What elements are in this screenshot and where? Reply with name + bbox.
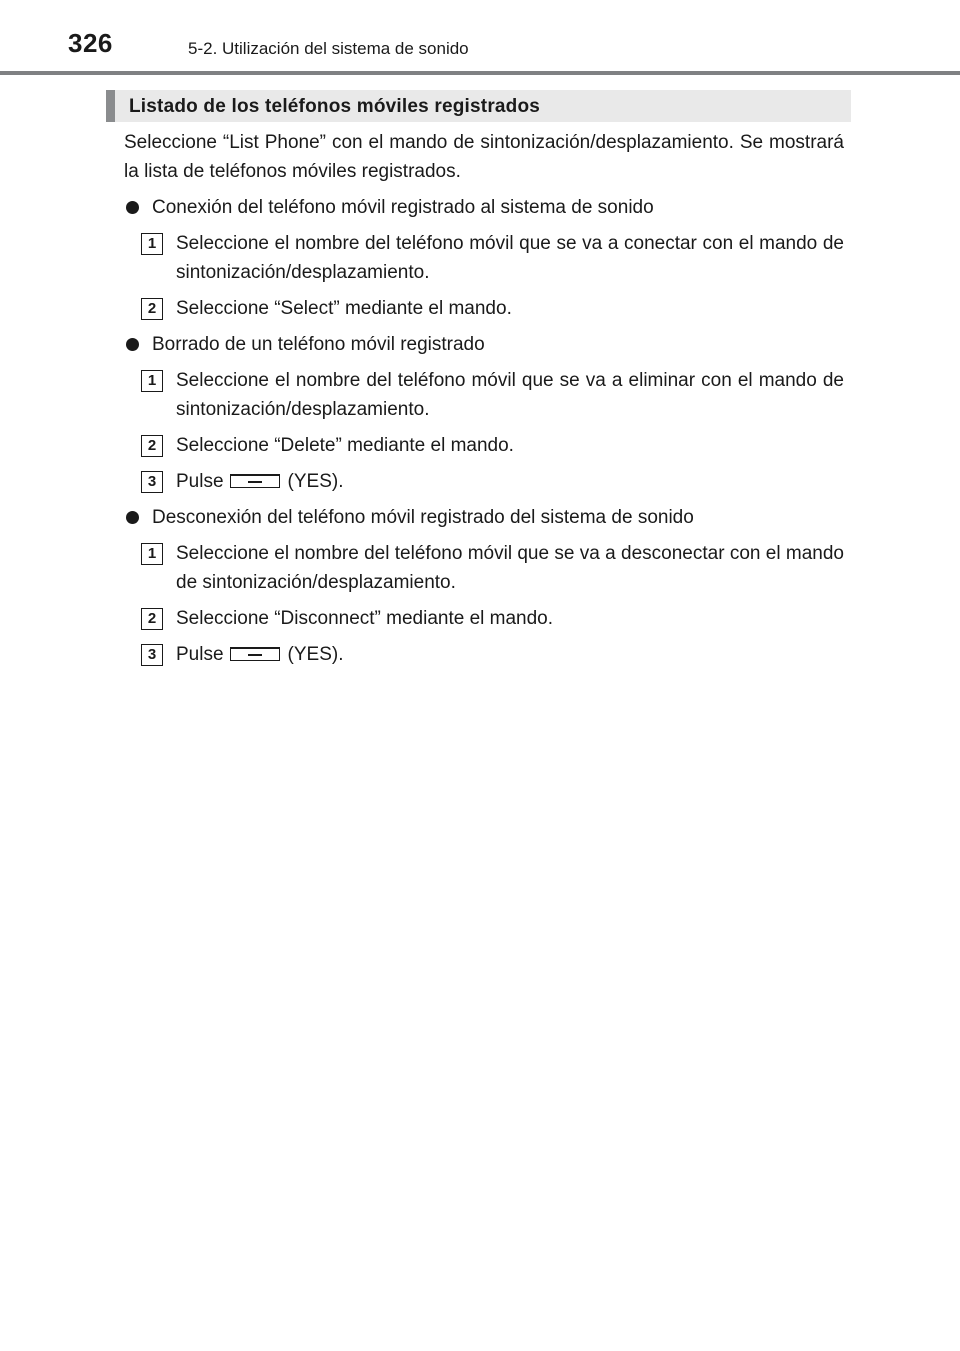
step-text: Seleccione el nombre del teléfono móvil que se va a conectar con el mando de sintonización/desplazamiento. [176,233,844,283]
step-number-badge: 2 [141,608,163,630]
step-text: Seleccione “Disconnect” mediante el mando. [176,608,554,629]
step-item [124,431,844,460]
intro-paragraph: Seleccione “List Phone” con el mando de sintonización/desplazamiento. Se mostrará la lista de teléfonos móviles registrados. [124,132,844,182]
step-item [124,467,844,496]
bullet-connect [124,193,844,222]
bullet-disconnect [124,503,844,532]
step-number-badge: 3 [141,644,163,666]
step-number-badge: 1 [141,543,163,565]
bullet-delete [124,330,844,359]
step-text-post: (YES). [287,471,344,492]
bullet-dot-icon [126,338,139,351]
step-text: Seleccione el nombre del teléfono móvil que se va a desconectar con el mando de sintonización/desplazamiento. [176,543,844,593]
header-rule [0,71,960,75]
step-text-post: (YES). [287,644,344,665]
step-number-badge: 2 [141,298,163,320]
step-text: Seleccione el nombre del teléfono móvil que se va a eliminar con el mando de sintonización/desplazamiento. [176,370,844,420]
step-item [124,640,844,669]
step-text-pre: Pulse [176,471,224,492]
preset-button-icon [230,647,280,661]
step-item [124,294,844,323]
step-number-badge: 1 [141,370,163,392]
step-item [124,539,844,597]
page-number: 326 [68,28,113,58]
section-title-banner [106,90,851,122]
step-text-pre: Pulse [176,644,224,665]
content [124,128,844,676]
chapter-title: 5-2. Utilización del sistema de sonido [188,39,469,58]
step-number-badge: 2 [141,435,163,457]
bullet-dot-icon [126,201,139,214]
step-item [124,604,844,633]
step-text: Seleccione “Delete” mediante el mando. [176,435,514,456]
step-item [124,366,844,424]
bullet-dot-icon [126,511,139,524]
page-header [0,0,960,76]
step-item [124,229,844,287]
step-number-badge: 3 [141,471,163,493]
bullet-heading: Conexión del teléfono móvil registrado al sistema de sonido [152,197,654,218]
bullet-heading: Desconexión del teléfono móvil registrado del sistema de sonido [152,507,694,528]
bullet-heading: Borrado de un teléfono móvil registrado [152,334,485,355]
section-title: Listado de los teléfonos móviles registrados [129,96,541,117]
step-text: Seleccione “Select” mediante el mando. [176,298,512,319]
preset-button-icon [230,474,280,488]
step-number-badge: 1 [141,233,163,255]
